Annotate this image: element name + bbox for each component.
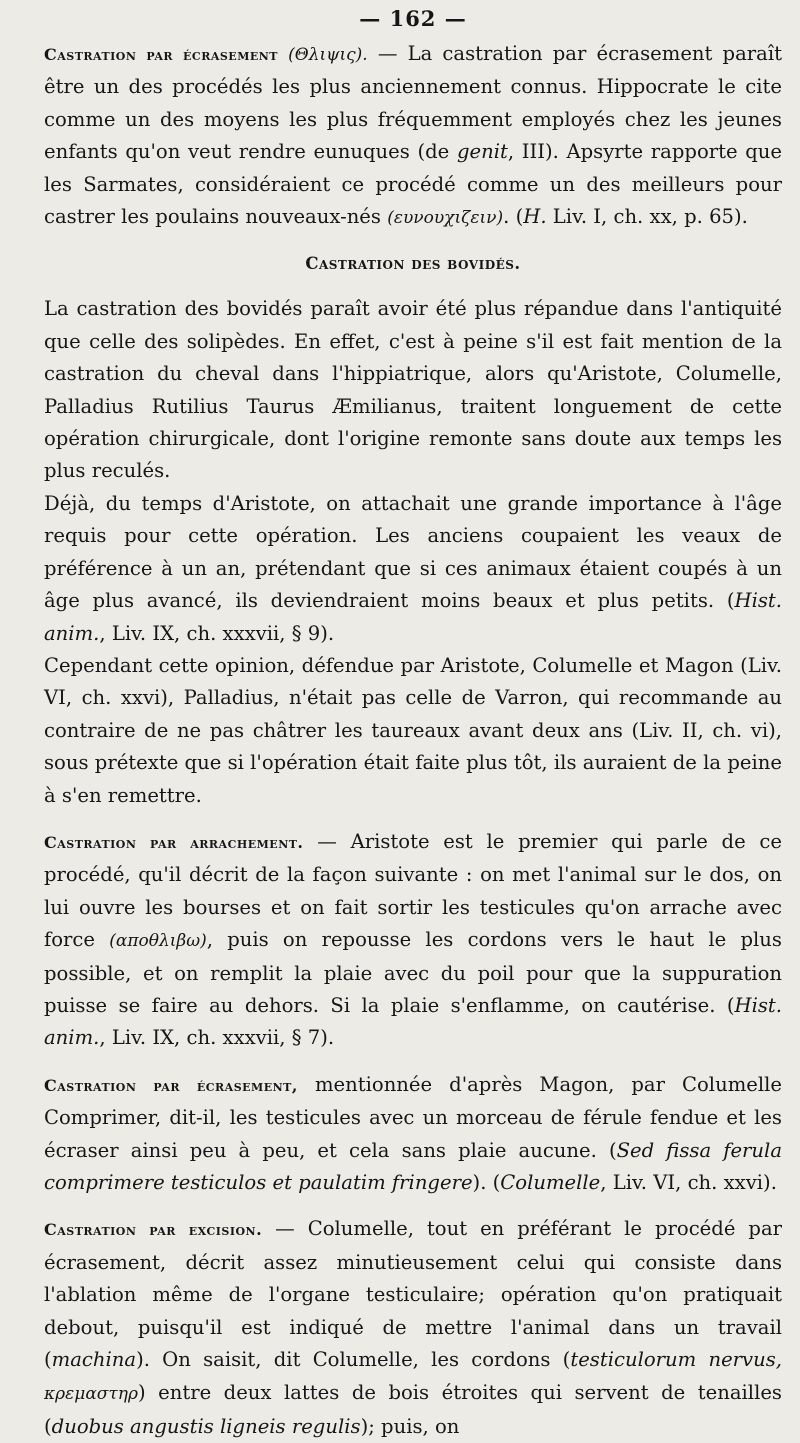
- body-text: ) entre deux lattes de bois étroites qui servent de tenailles (: [44, 1381, 782, 1438]
- italic-ref: Hist. anim.: [44, 993, 782, 1050]
- greek-term: (ευνουχιζειν): [387, 208, 504, 229]
- paragraph-ecrasement-greek: [44, 38, 782, 234]
- section-heading: Castration par écrasement,: [44, 1075, 298, 1095]
- paragraph-varron: Cependant cette opinion, défendue par Aristote, Columelle et Magon (Liv. VI, ch. xxvi), Palladius, n'était pas celle de Varron, qui recommande au contraire de ne pas châtrer les taureaux avant deux ans (Liv. II, ch. vi), sous prétexte que si l'opération était faite plus tôt, ils auraient de la peine à s'en remettre.: [44, 653, 782, 807]
- paragraph-bovides: La castration des bovidés paraît avoir été plus répandue dans l'antiquité que celle des solipèdes. En effet, c'est à peine s'il est fait mention de la castration du cheval dans l'hippiatrique, alors qu'Aristote, Columelle, Palladius Rutilius Taurus Æmilianus, traitent longuement de cette opération chirurgicale, dont l'origine remonte sans doute aux temps les plus reculés.: [44, 297, 782, 483]
- greek-term: κρεμαστηρ: [44, 1384, 138, 1405]
- paragraph-ecrasement-magon: [44, 1069, 782, 1200]
- section-heading: Castration par arrachement.: [44, 832, 304, 852]
- body-text: ). (: [472, 1171, 501, 1194]
- body-text: ); puis, on: [360, 1414, 460, 1438]
- paragraph-arrachement: [44, 826, 782, 1055]
- body-text: ). On saisit, dit Columelle, les cordons (: [136, 1348, 571, 1372]
- page-number: — 162 —: [359, 6, 467, 31]
- body-text: — Columelle, tout en préférant le procédé par écrasement, décrit assez minutieusement celui qui consiste dans l'ablation même de l'organe testiculaire; opération qu'on pratiquait debout, puisqu'il est indiqué de mettre l'animal dans un travail (: [44, 1217, 782, 1372]
- body-text: , puis on repousse les cordons vers le haut le plus possible, et on remplit la plaie avec du poil pour que la suppuration puisse se faire au dehors. Si la plaie s'enflamme, on cautérise. (: [44, 928, 782, 1017]
- body-text: , Liv. IX, ch. xxxvii, § 7).: [99, 1026, 335, 1050]
- italic-ref: Columelle: [500, 1171, 601, 1194]
- greek-term: (Θλιψις).: [288, 45, 368, 65]
- italic-ref: genit: [456, 140, 508, 164]
- body-text: , Liv. IX, ch. xxxvii, § 9).: [99, 621, 335, 645]
- body-text: Liv. I, ch. xx, p. 65).: [546, 205, 748, 229]
- italic-ref: duobus angustis ligneis regulis: [51, 1414, 361, 1438]
- paragraph-excision: [44, 1213, 782, 1443]
- body-text: mentionnée d'après Magon, par Columelle Comprimer, dit-il, les testicules avec un morceau de férule fendue et les écraser ainsi peu à peu, et cela sans plaie aucune. (: [44, 1072, 782, 1162]
- italic-ref: H.: [523, 205, 547, 229]
- section-heading: Castration par excision.: [44, 1220, 263, 1240]
- section-heading: Castration par écrasement: [44, 45, 278, 64]
- italic-ref: testiculorum nervus,: [570, 1348, 783, 1372]
- centered-heading: Castration des bovidés.: [305, 254, 521, 274]
- body-text: , III). Apsyrte rapporte que les Sarmates, considéraient ce procédé comme un des meilleurs pour castrer les poulains nouveaux-nés: [44, 140, 782, 229]
- italic-ref: Sed fissa ferula comprimere testiculos et paulatim fringere: [44, 1138, 782, 1194]
- body-text: — Aristote est le premier qui parle de ce procédé, qu'il décrit de la façon suivante : on met l'animal sur le dos, on lui ouvre les bourses et on fait sortir les testicules qu'on arrache avec force: [44, 829, 782, 952]
- body-text: — La castration par écrasement paraît être un des procédés les plus anciennement connus. Hippocrate le cite comme un des moyens les plus fréquemment employés chez les jeunes enfants qu'on veut rendre eunuques (de: [44, 42, 782, 164]
- greek-term: (αποθλιβω): [109, 931, 207, 952]
- body-text: . (: [503, 205, 524, 229]
- paragraph-aristote-age: [44, 488, 782, 650]
- italic-ref: machina: [51, 1348, 137, 1372]
- body-text: Déjà, du temps d'Aristote, on attachait une grande importance à l'âge requis pour cette opération. Les anciens coupaient les veaux de préférence à un an, prétendant que si ces animaux étaient coupés à un âge plus avancé, ils deviendraient moins beaux et plus petits. (: [44, 491, 782, 613]
- body-text: , Liv. VI, ch. xxvi).: [600, 1171, 777, 1194]
- italic-ref: Hist. anim.: [44, 589, 782, 645]
